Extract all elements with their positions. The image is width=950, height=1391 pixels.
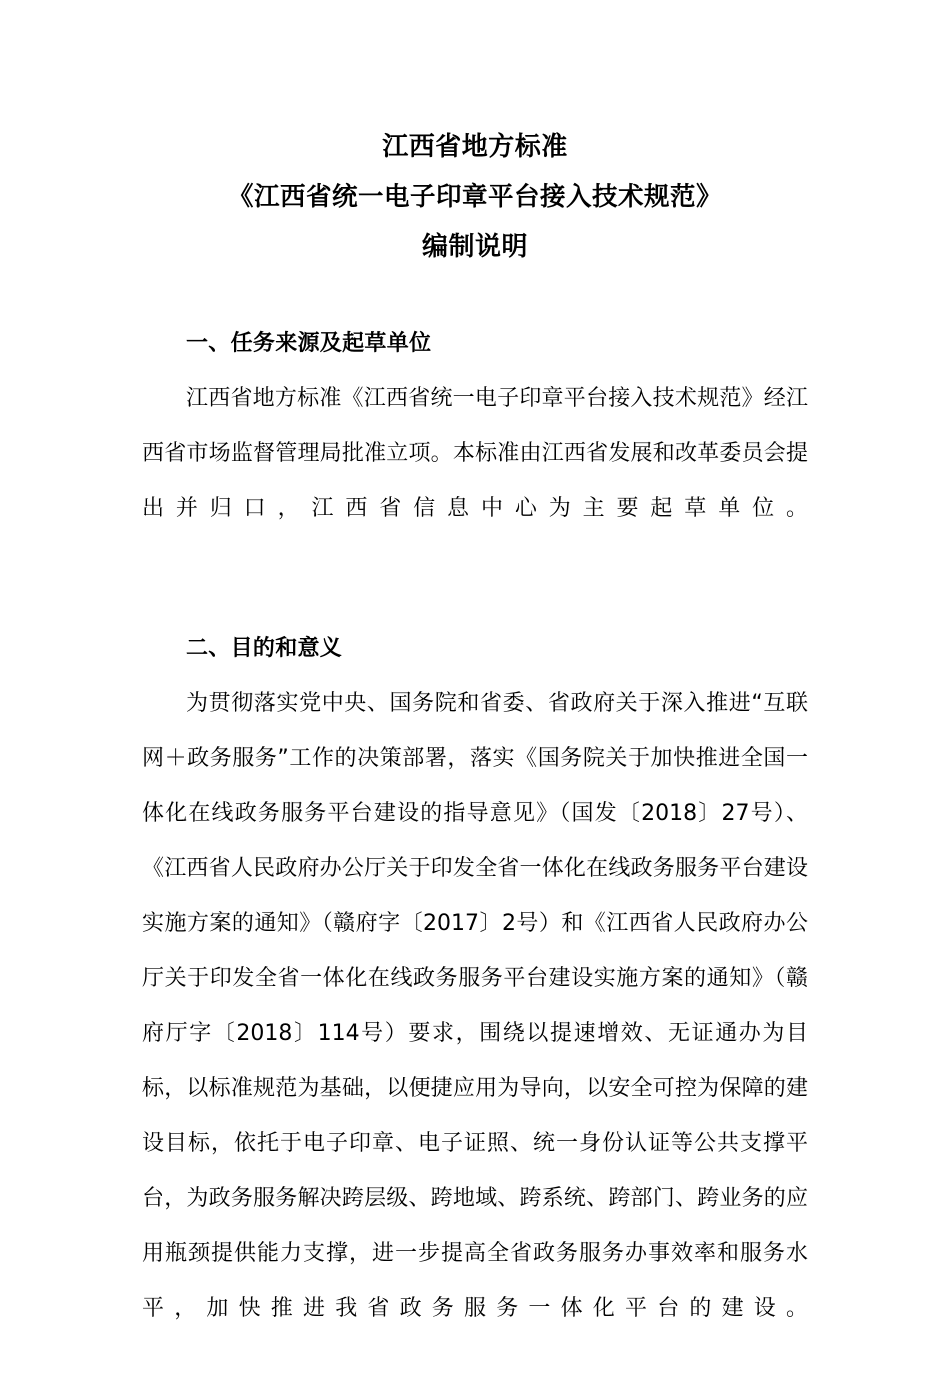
title-block [142, 0, 808, 272]
section-1-paragraph-1: 江西省地方标准《江西省统一电子印章平台接入技术规范》经江西省市场监督管理局批准立项。本标准由江西省发展和改革委员会提出并归口，江西省信息中心为主要起草单位。 [142, 386, 808, 521]
document-content [142, 0, 808, 1391]
section-task-source [142, 316, 808, 591]
section-2-paragraph-1: 为贯彻落实党中央、国务院和省委、省政府关于深入推进“互联网＋政务服务”工作的决策部署，落实《国务院关于加快推进全国一体化在线政务服务平台建设的指导意见》（国发〔2018〕27号）、《江西省人民政府办公厅关于印发全省一体化在线政务服务平台建设实施方案的通知》（赣府字〔2017〕2号）和《江西省人民政府办公厅关于印发全省一体化在线政务服务平台建设实施方案的通知》（赣府厅字〔2018〕114号）要求，围绕以提速增效、无证通办为目标，以标准规范为基础，以便捷应用为导向，以安全可控为保障的建设目标，依托于电子印章、电子证照、统一身份认证等公共支撑平台，为政务服务解决跨层级、跨地域、跨系统、跨部门、跨业务的应用瓶颈提供能力支撑，进一步提高全省政务服务办事效率和服务水平，加快推进我省政务服务一体化平台的建设。 [142, 691, 808, 1321]
section-purpose-significance [142, 621, 808, 1391]
document-title-line-3: 编制说明 [421, 232, 528, 262]
section-heading-2: 二、目的和意义 [186, 636, 343, 661]
document-title-line-2: 《江西省统一电子印章平台接入技术规范》 [227, 182, 722, 212]
document-title-line-1: 江西省地方标准 [382, 132, 568, 162]
section-heading-1: 一、任务来源及起草单位 [186, 331, 432, 356]
